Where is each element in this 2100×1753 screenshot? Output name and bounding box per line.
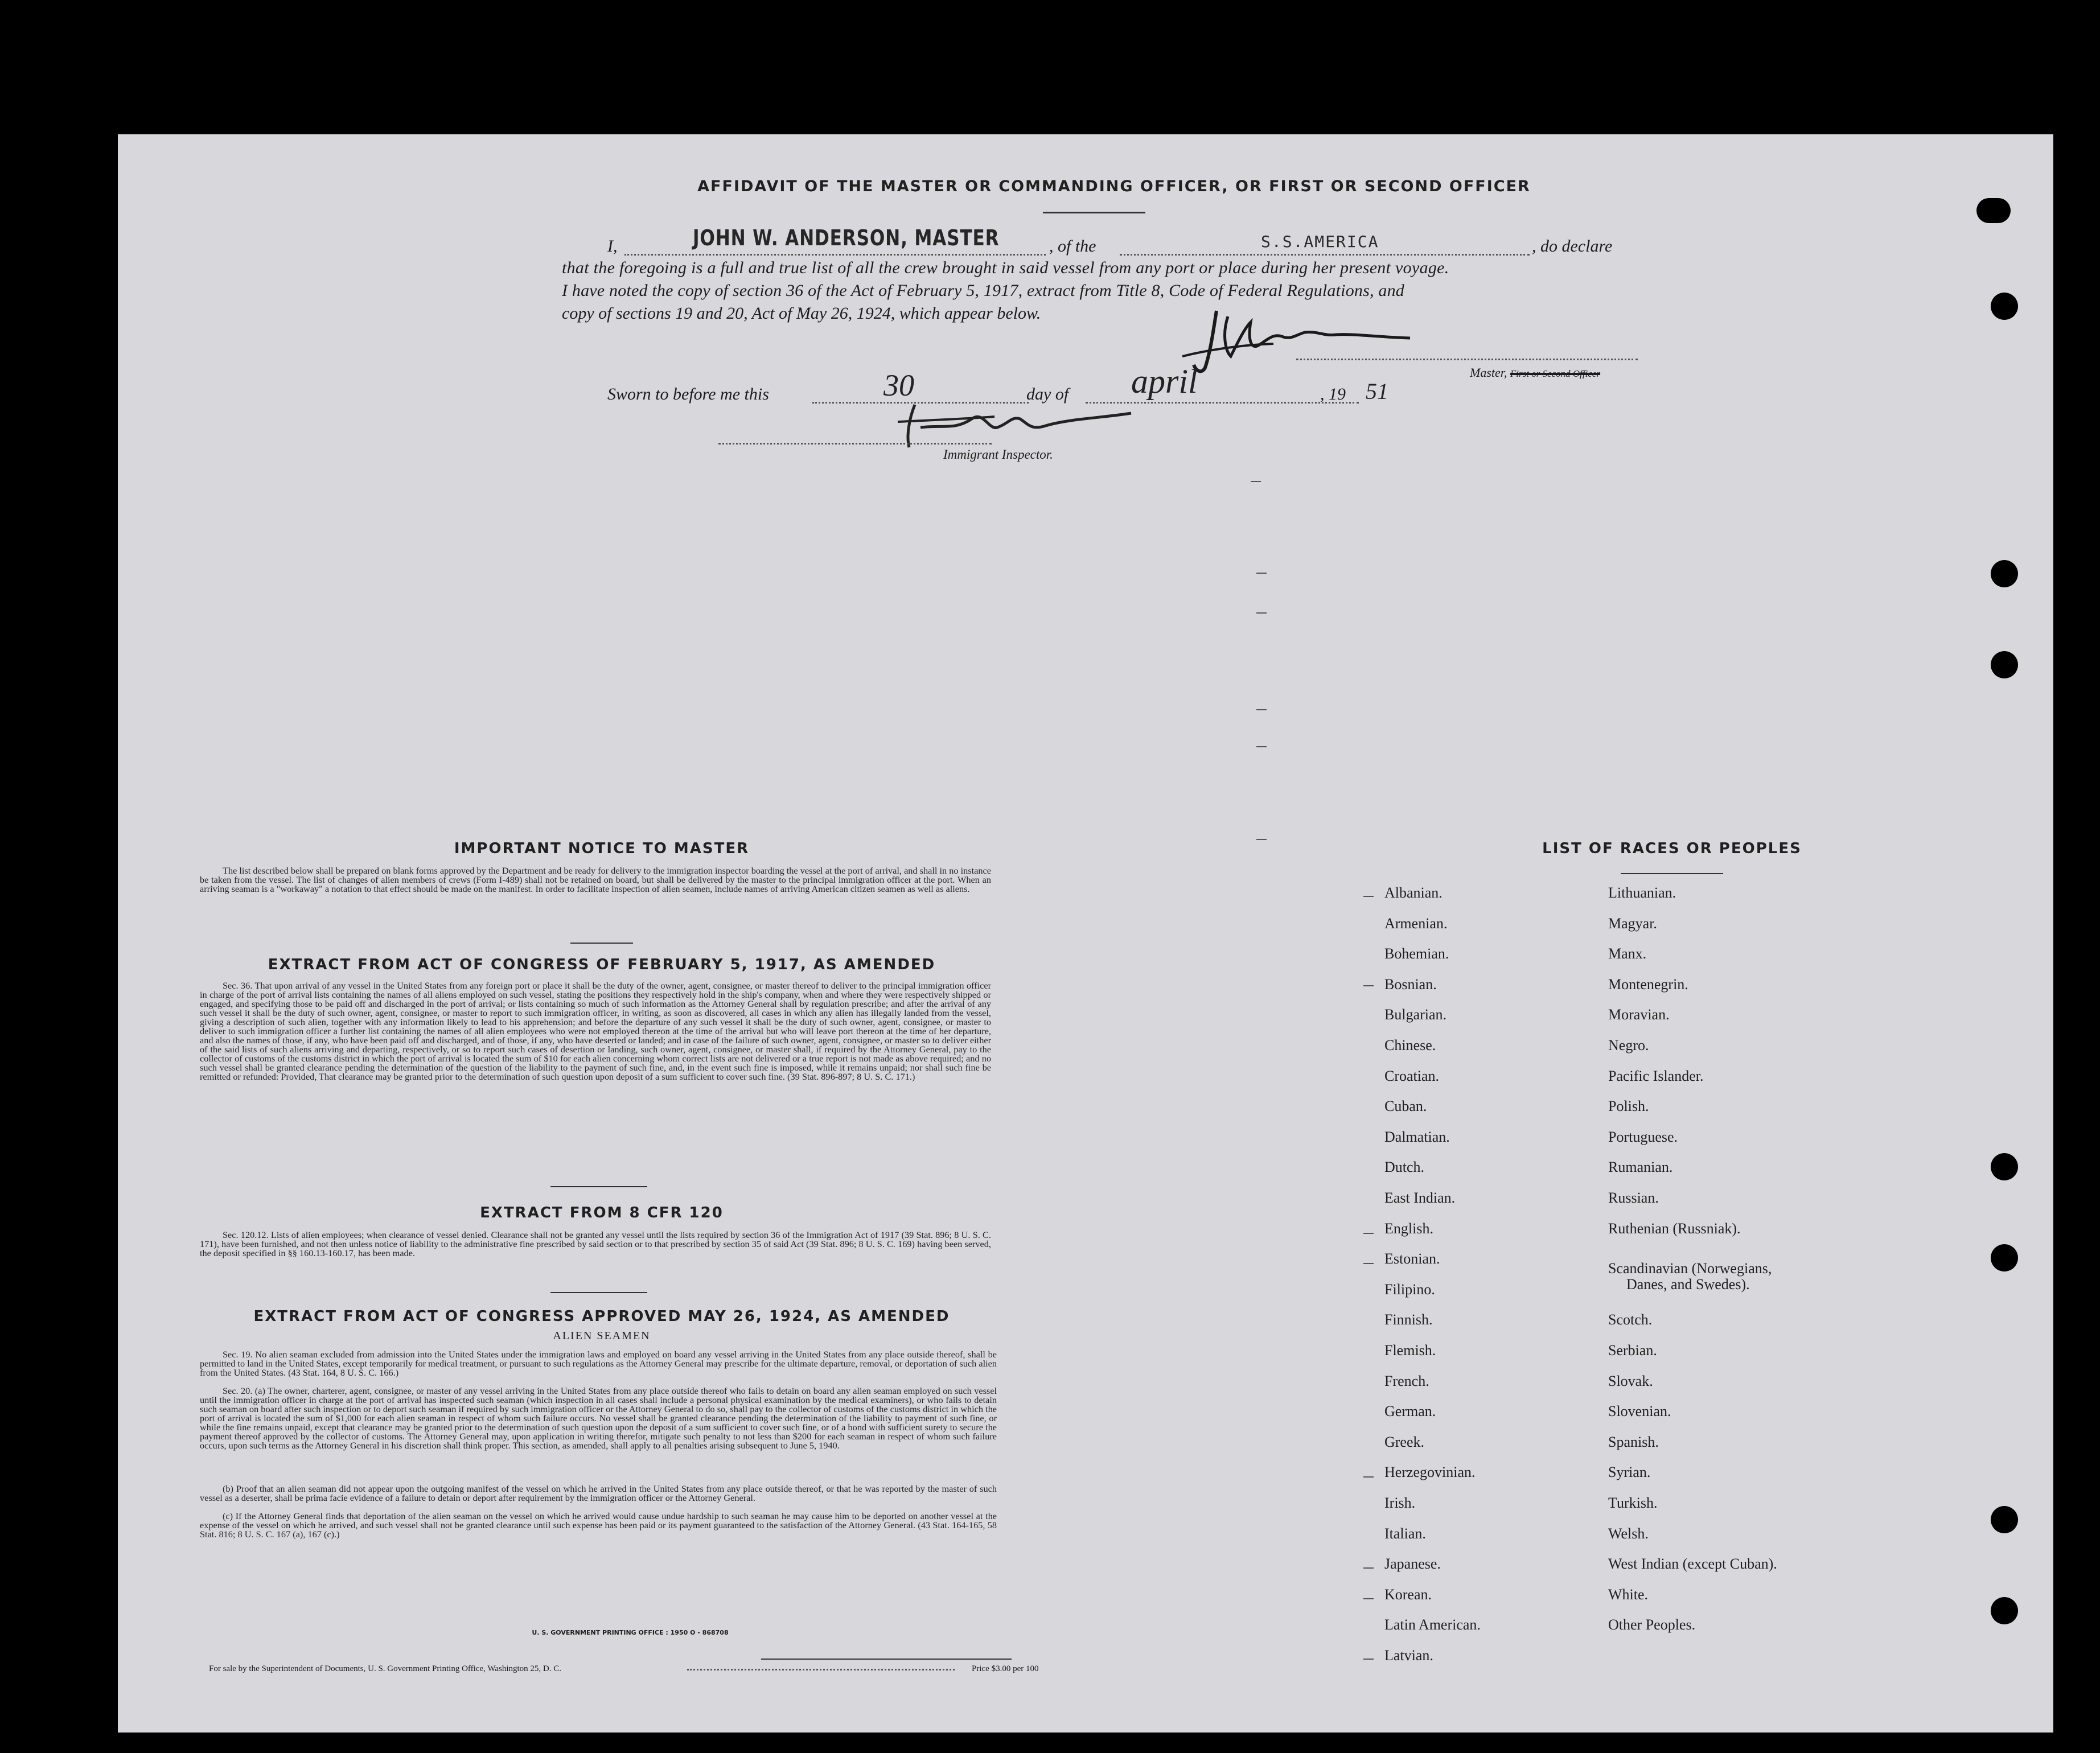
faint-dash (1363, 1476, 1374, 1478)
faint-dash (1256, 839, 1267, 840)
for-sale-notice: For sale by the Superintendent of Documents, U. S. Government Printing Office, Washington 25, D. C. (209, 1664, 561, 1673)
race-right-item: Portuguese. (1608, 1129, 1678, 1145)
race-right-item: Scotch. (1608, 1311, 1653, 1328)
race-left-item: Bulgarian. (1384, 1006, 1447, 1023)
race-left-item: Bohemian. (1384, 945, 1449, 962)
race-left-item: French. (1384, 1373, 1429, 1389)
race-right-item: Rumanian. (1608, 1159, 1673, 1175)
race-right-item: Moravian. (1608, 1006, 1670, 1023)
race-left-item: Korean. (1384, 1586, 1432, 1603)
vessel-name: S.S.AMERICA (1261, 232, 1379, 251)
binder-hole (1991, 651, 2018, 678)
race-right-item: Manx. (1608, 945, 1647, 962)
race-right-item: Turkish. (1608, 1495, 1658, 1511)
race-right-item: Danes, and Swedes). (1626, 1276, 1750, 1293)
race-left-item: Flemish. (1384, 1342, 1436, 1359)
faint-dash (1256, 612, 1267, 614)
extract-1924-title: EXTRACT FROM ACT OF CONGRESS APPROVED MAY 26, 1924, AS AMENDED (253, 1308, 950, 1325)
notice-text: The list described below shall be prepared on blank forms approved by the Department and be ready for delivery to the immigration inspector boarding the vessel at the port of arrival, and shall in no instance be taken from the vessel. The list of changes of alien members of crews (Form I-489) shall not be retained on board, but shall be delivered by the master to the principal immigration officer at the port. When an arriving seaman is a "workaway" a notation to that effect should be made on the manifest. In order to facilitate inspection of alien seamen, include names of arriving American citizen seamen as well as aliens. (200, 865, 991, 894)
race-left-item: Filipino. (1384, 1281, 1435, 1298)
extract-cfr-title: EXTRACT FROM 8 CFR 120 (480, 1204, 724, 1221)
year-prefix: , 19 (1320, 385, 1346, 404)
race-left-item: Dutch. (1384, 1159, 1425, 1175)
race-right-item: West Indian (except Cuban). (1608, 1556, 1777, 1572)
race-left-item: East Indian. (1384, 1190, 1456, 1206)
faint-dash (1256, 746, 1267, 747)
race-left-item: Japanese. (1384, 1556, 1441, 1572)
races-divider (1621, 873, 1723, 874)
faint-dash (1363, 1598, 1374, 1599)
extract-1924-sec20b: (b) Proof that an alien seaman did not appear upon the outgoing manifest of the vessel on which he arrived in the United States from any place outside thereof, or that he was reported by the master of such vessel as a deserter, shall be prima facie evidence of a failure to detain or deport after requirement by the immigration officer or the Attorney General. (200, 1483, 997, 1503)
faint-dash (1363, 1659, 1374, 1660)
vessel-line (1120, 254, 1530, 256)
footer-bottom-rule (761, 1659, 1012, 1660)
master-signature (1182, 305, 1461, 379)
race-left-item: Cuban. (1384, 1098, 1427, 1114)
binder-hole (1991, 1153, 2018, 1180)
race-left-item: Latin American. (1384, 1616, 1481, 1633)
race-right-item: White. (1608, 1586, 1649, 1603)
day-value: 30 (883, 368, 914, 402)
price-notice: Price $3.00 per 100 (972, 1664, 1039, 1673)
extract-cfr-divider (550, 1292, 647, 1293)
i-label: I, (607, 237, 618, 256)
race-right-item: Other Peoples. (1608, 1616, 1696, 1633)
extract-1924-sec20c: (c) If the Attorney General finds that deportation of the alien seaman on the vessel on which he arrived would cause undue hardship to such seaman he may cause him to be deported on another vessel at the expense of the vessel on which he arrived, and such vessel shall not be granted clearance until such expense has been paid or its payment guaranteed to the satisfaction of the Attorney General. (43 Stat. 164-165, 58 Stat. 816; 8 U. S. C. 167 (a), 167 (c).) (200, 1511, 997, 1540)
binder-hole (1991, 560, 2018, 587)
master-title-label (1470, 365, 1600, 380)
affidavit-line-2: that the foregoing is a full and true list of all the crew brought in said vessel from any port or place during her present voyage. (562, 258, 1449, 277)
footer-dotted-line (687, 1669, 955, 1670)
race-right-item: Pacific Islander. (1608, 1068, 1704, 1084)
faint-dash (1363, 1233, 1374, 1234)
affidavit-title: AFFIDAVIT OF THE MASTER OR COMMANDING OFFICER, OR FIRST OR SECOND OFFICER (697, 178, 1531, 195)
extract-1917-title: EXTRACT FROM ACT OF CONGRESS OF FEBRUARY 5, 1917, AS AMENDED (268, 956, 936, 973)
race-left-item: Italian. (1384, 1525, 1426, 1542)
sworn-label: Sworn to before me this (607, 385, 769, 404)
race-left-item: Estonian. (1384, 1250, 1440, 1267)
race-left-item: English. (1384, 1220, 1433, 1237)
race-right-item: Scandinavian (Norwegians, (1608, 1260, 1772, 1277)
binder-hole (1991, 1597, 2018, 1624)
extract-1924-sec20a: Sec. 20. (a) The owner, charterer, agent, consignee, or master of any vessel arriving in the United States from any place outside thereof who fails to detain on board any alien seaman employed on such vessel until the immigration officer in charge at the port of arrival has inspected such seaman (which inspection in all cases shall include a personal physical examination by the medical examiners), or who fails to detain such seaman on board after such inspection or to deport such seaman if required by such immigration officer or the Attorney General to do so, shall pay to the collector of customs of the customs district in which the port of arrival is located the sum of $1,000 for each alien seaman in respect of whom such failure occurs. No vessel shall be granted clearance pending the determination of the liability to payment of such fine, or while the fine remains unpaid, except that clearance may be granted prior to the determination of such question upon the deposit of a sum sufficient to cover such fine, or of a bond with sufficient surety to secure the payment thereof approved by the collector of customs. The Attorney General may, upon application in writing therefor, mitigate such penalty to not less than $200 for each seaman in respect of whom such failure occurs, upon such terms as the Attorney General in his discretion shall think proper. This section, as amended, shall apply to all penalties arising subsequent to June 5, 1940. (200, 1385, 997, 1451)
faint-dash (1363, 1263, 1374, 1264)
title-divider (1043, 212, 1145, 213)
affidavit-line-4: copy of sections 19 and 20, Act of May 26, 1924, which appear below. (562, 304, 1041, 323)
notice-divider (570, 943, 633, 944)
race-right-item: Negro. (1608, 1037, 1649, 1054)
race-left-item: Latvian. (1384, 1647, 1433, 1664)
binder-hole (1991, 1244, 2018, 1271)
race-right-item: Ruthenian (Russniak). (1608, 1220, 1741, 1237)
do-declare-label: , do declare (1532, 237, 1613, 256)
officer-label-struck: First or Second Officer (1510, 368, 1601, 379)
race-right-item: Magyar. (1608, 915, 1657, 932)
race-right-item: Polish. (1608, 1098, 1649, 1114)
extract-1917-divider (550, 1186, 647, 1187)
document-page (118, 134, 2053, 1733)
month-value: april (1131, 363, 1198, 400)
race-left-item: Chinese. (1384, 1037, 1436, 1054)
signature-line (1296, 359, 1638, 360)
master-label: Master, (1470, 365, 1507, 380)
day-of-label: day of (1026, 385, 1069, 404)
name-line (624, 254, 1046, 256)
binder-hole (1991, 1506, 2018, 1533)
race-right-item: Lithuanian. (1608, 884, 1676, 901)
faint-dash (1363, 896, 1374, 897)
race-right-item: Slovenian. (1608, 1403, 1671, 1419)
race-right-item: Serbian. (1608, 1342, 1657, 1359)
extract-1924-subtitle: ALIEN SEAMEN (553, 1330, 651, 1342)
race-right-item: Syrian. (1608, 1464, 1651, 1480)
faint-dash (1363, 985, 1374, 986)
race-left-item: Irish. (1384, 1495, 1416, 1511)
race-left-item: Greek. (1384, 1434, 1425, 1450)
notice-title: IMPORTANT NOTICE TO MASTER (454, 840, 750, 857)
inspector-label: Immigrant Inspector. (943, 447, 1053, 462)
faint-dash (1256, 709, 1267, 710)
faint-dash (1363, 1567, 1374, 1569)
extract-1917-text: Sec. 36. That upon arrival of any vessel in the United States from any foreign port or place it shall be the duty of the owner, agent, consignee, or master thereof to deliver to the principal immigration officer in charge of the port of arrival lists containing the names of all aliens employed on such vessel, stating the positions they respectively hold in the ship's company, when and where they were respectively shipped or engaged, and specifying those to be paid off and discharged in the port of arrival; or lists containing so much of such information as the Attorney General shall by regulation prescribe; and after the arrival of any such vessel it shall be the duty of such owner, agent, consignee, or master to report to such immigration officer, in writing, as soon as discovered, all cases in which any alien has illegally landed from the vessel, giving a description of such alien, together with any information likely to lead to his apprehension; and before the departure of any such vessel it shall be the duty of such owner, agent, consignee, or master to deliver to such immigration officer a further list containing the names of all alien employees who were not employed thereon at the time of the arrival but who will leave port thereon at the time of her departure, and also the names of those, if any, who have been paid off and discharged, and of those, if any, who have deserted or landed; and in case of the failure of such owner, agent, consignee, or master so to deliver either of the said lists of such aliens arriving and departing, respectively, or so to report such cases of desertion or landing, such owner, agent, consignee, or master shall, if required by the Attorney General, pay to the collector of customs of the customs district in which the port of arrival is located the sum of $10 for each alien concerning whom correct lists are not delivered or a true report is not made as above required; and no such vessel shall be granted clearance pending the determination of the question of the liability to the payment of such fine, and, in the event such fine is imposed, while it remains unpaid; nor shall such fine be remitted or refunded: Provided, That clearance may be granted prior to the determination of such question upon deposit of a sum sufficient to cover such fine. (39 Stat. 896-897; 8 U. S. C. 171.) (200, 980, 991, 1082)
gpo-imprint: U. S. GOVERNMENT PRINTING OFFICE : 1950 O - 868708 (532, 1629, 729, 1636)
race-left-item: Bosnian. (1384, 976, 1437, 993)
extract-1924-sec19: Sec. 19. No alien seaman excluded from admission into the United States under the immigration laws and employed on board any vessel arriving in the United States from any place outside thereof, shall be permitted to land in the United States, except temporarily for medical treatment, or pursuant to such regulations as the Attorney General may prescribe for the ultimate departure, removal, or deportation of such alien from the United States. (43 Stat. 164, 8 U. S. C. 166.) (200, 1349, 997, 1378)
race-left-item: Croatian. (1384, 1068, 1440, 1084)
race-left-item: German. (1384, 1403, 1436, 1419)
race-left-item: Finnish. (1384, 1311, 1433, 1328)
extract-cfr-text: Sec. 120.12. Lists of alien employees; when clearance of vessel denied. Clearance shall not be granted any vessel until the lists required by section 36 of the Immigration Act of 1917 (39 Stat. 896; 8 U. S. C. 171), have been furnished, and not then unless notice of liability to the administrative fine prescribed by said section or to that prescribed by section 35 of said Act (39 Stat. 896; 8 U. S. C. 169) having been served, the deposit specified in §§ 160.13-160.17, has been made. (200, 1229, 991, 1258)
faint-dash (1251, 481, 1261, 482)
year-value: 51 (1366, 378, 1388, 404)
race-right-item: Russian. (1608, 1190, 1659, 1206)
race-left-item: Albanian. (1384, 884, 1443, 901)
race-left-item: Herzegovinian. (1384, 1464, 1476, 1480)
race-left-item: Dalmatian. (1384, 1129, 1450, 1145)
race-right-item: Slovak. (1608, 1373, 1653, 1389)
master-name: JOHN W. ANDERSON, MASTER (693, 225, 1000, 250)
race-left-item: Armenian. (1384, 915, 1448, 932)
race-right-item: Montenegrin. (1608, 976, 1688, 993)
race-right-item: Welsh. (1608, 1525, 1649, 1542)
race-right-item: Spanish. (1608, 1434, 1659, 1450)
binder-hole (1976, 198, 2011, 223)
inspector-line (718, 443, 992, 445)
faint-dash (1256, 573, 1267, 574)
affidavit-line-3: I have noted the copy of section 36 of the Act of February 5, 1917, extract from Title 8, Code of Federal Regulations, and (562, 281, 1404, 300)
binder-hole (1991, 293, 2018, 320)
of-the-label: , of the (1049, 237, 1096, 256)
races-title: LIST OF RACES OR PEOPLES (1542, 840, 1802, 857)
